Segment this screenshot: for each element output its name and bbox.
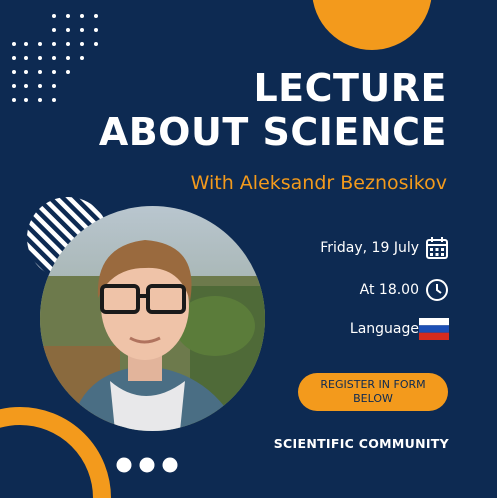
clock-icon: [425, 278, 449, 302]
russian-flag-icon: [419, 318, 449, 340]
title-line-1: LECTURE: [253, 66, 447, 110]
calendar-icon: [425, 236, 449, 260]
register-line-1: REGISTER IN FORM: [320, 378, 426, 391]
community-label: SCIENTIFIC COMMUNITY: [273, 436, 449, 451]
pagination-dots: [114, 455, 180, 475]
event-date: Friday, 19 July: [320, 240, 419, 256]
speaker-photo: [40, 206, 265, 431]
event-time: At 18.00: [359, 282, 419, 298]
register-line-2: BELOW: [353, 392, 393, 405]
register-button[interactable]: [298, 373, 448, 411]
speaker-subtitle: With Aleksandr Beznosikov: [190, 172, 447, 194]
title-line-2: ABOUT SCIENCE: [98, 110, 447, 154]
event-language: Language: [349, 321, 419, 337]
dot-grid: [10, 12, 110, 104]
